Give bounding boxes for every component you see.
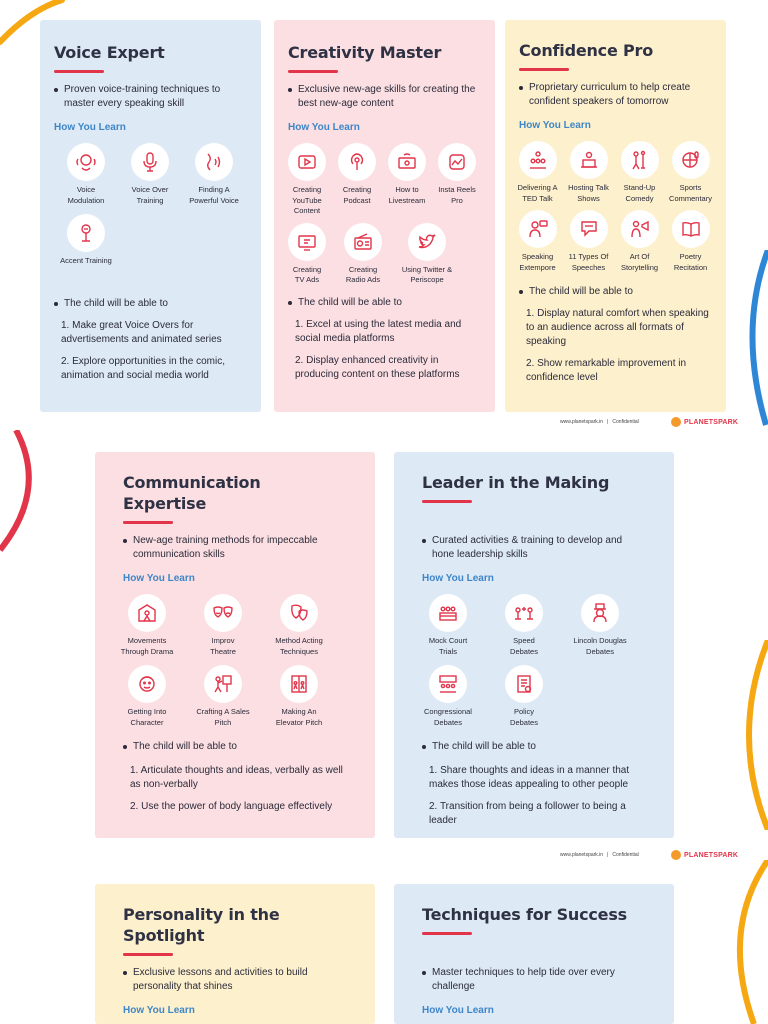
tv-ads-icon: [288, 223, 326, 261]
card-description: Exclusive new-age skills for creating the best new-age content: [288, 83, 481, 111]
how-you-learn-heading: How You Learn: [54, 122, 126, 133]
outcome-item: 1. Share thoughts and ideas in a manner that makes those ideas appealing to other people: [429, 765, 630, 790]
footer-separator: |: [607, 852, 609, 858]
storytelling-icon: [621, 210, 659, 248]
learning-item: [185, 665, 261, 728]
learning-label: Poetry Recitation: [673, 252, 708, 272]
court-icon: [429, 594, 467, 632]
title-underline: [519, 68, 569, 71]
card-title: Creativity Master: [288, 43, 442, 62]
sales-pitch-icon: [204, 665, 242, 703]
accent-training-icon: [67, 214, 105, 252]
card-description: New-age training methods for impeccable communication skills: [123, 534, 343, 562]
outcome-item: 2. Show remarkable improvement in confidence level: [526, 358, 687, 383]
reels-icon: [438, 143, 476, 181]
how-you-learn-heading: How You Learn: [123, 573, 195, 584]
card-description: Curated activities & training to develop and hone leadership skills: [422, 534, 632, 562]
learning-item: [109, 665, 185, 728]
planet-logo-icon: [671, 850, 681, 860]
how-you-learn-heading: How You Learn: [519, 120, 591, 131]
powerful-voice-icon: [195, 143, 233, 181]
card-title: Communication Expertise: [123, 473, 261, 513]
theatre-masks-icon: [204, 594, 242, 632]
title-underline: [54, 70, 104, 73]
outcome-intro: The child will be able to: [422, 740, 654, 754]
learning-item: [410, 594, 486, 657]
outcome-item: 1. Make great Voice Overs for advertisements and animated series: [61, 319, 222, 345]
learning-item: [665, 141, 716, 204]
learning-label: Sports Commentary: [669, 183, 712, 203]
brand-name: PLANETSPARK: [684, 418, 739, 426]
learning-label: Mock Court Trials: [428, 636, 468, 656]
learning-item: [432, 143, 482, 217]
page-footer: [560, 419, 639, 425]
website-text: www.planetspark.in: [560, 419, 604, 425]
extempore-icon: [519, 210, 557, 248]
learning-label: Using Twitter & Periscope: [401, 264, 453, 284]
how-you-learn-heading: How You Learn: [123, 1005, 195, 1016]
title-underline: [288, 70, 338, 73]
learning-item: [185, 594, 261, 657]
outcome-item: 2. Explore opportunities in the comic, animation and social media world: [61, 355, 225, 381]
lincoln-icon: [581, 594, 619, 632]
brand-logo: [671, 850, 738, 860]
acting-masks-icon: [280, 594, 318, 632]
voice-modulation-icon: [67, 143, 105, 181]
learning-label: Speed Debates: [510, 636, 538, 656]
learning-label: Speaking Extempore: [519, 252, 556, 272]
learning-icons: [109, 594, 341, 728]
microphone-icon: [131, 143, 169, 181]
outcome-item: 1. Display natural comfort when speaking to an audience across all formats of speaking: [526, 308, 709, 347]
elevator-icon: [280, 665, 318, 703]
how-you-learn-heading: How You Learn: [422, 573, 494, 584]
learning-icons: [512, 141, 716, 273]
learning-label: Stand-Up Comedy: [623, 183, 656, 203]
card-title: Voice Expert: [54, 43, 165, 62]
card-description: Master techniques to help tide over every challenge: [422, 966, 632, 994]
poetry-icon: [672, 210, 710, 248]
learning-label: Congressional Debates: [424, 707, 472, 727]
orange-arc-right-bottom: [718, 860, 768, 1024]
card-description: Exclusive lessons and activities to build personality that shines: [123, 966, 343, 994]
learning-label: Creating Podcast: [342, 185, 372, 205]
learning-label: Policy Debates: [510, 707, 538, 727]
policy-icon: [505, 665, 543, 703]
learning-item: [614, 141, 665, 204]
outcome-item: 2. Display enhanced creativity in producing content on these platforms: [295, 354, 460, 380]
talk-show-icon: [570, 141, 608, 179]
congress-icon: [429, 665, 467, 703]
learning-item: [486, 594, 562, 657]
learning-item: [382, 143, 432, 217]
learning-item: [332, 223, 394, 286]
learning-item: [614, 210, 665, 273]
ted-talk-icon: [519, 141, 557, 179]
how-you-learn-heading: How You Learn: [288, 122, 360, 133]
orange-arc-right-middle: [730, 640, 768, 830]
learning-item: [54, 214, 118, 267]
outcome-item: 2. Use the power of body language effectively: [130, 801, 333, 812]
learning-item: [182, 143, 246, 206]
card-title: Personality in the Spotlight: [123, 905, 280, 945]
character-icon: [128, 665, 166, 703]
learning-label: Delivering A TED Talk: [517, 183, 558, 203]
learning-item: [512, 141, 563, 204]
sports-icon: [672, 141, 710, 179]
learning-item: [282, 223, 332, 286]
red-arc-left: [0, 430, 44, 560]
learning-label: Hosting Talk Shows: [568, 183, 609, 203]
learning-item: [410, 665, 486, 728]
learning-label: Art Of Storytelling: [620, 252, 659, 272]
learning-label: Getting Into Character: [127, 707, 167, 727]
learning-label: Finding A Powerful Voice: [189, 185, 239, 205]
learning-label: Accent Training: [60, 256, 112, 265]
youtube-icon: [288, 143, 326, 181]
planet-logo-icon: [671, 417, 681, 427]
card-personality-in-the-spotlight: [95, 884, 375, 1024]
speed-debate-icon: [505, 594, 543, 632]
learning-label: Insta Reels Pro: [438, 185, 476, 205]
learning-item: [118, 143, 182, 206]
card-confidence-pro: [505, 20, 726, 412]
card-techniques-for-success: [394, 884, 674, 1024]
learning-label: How to Livestream: [388, 185, 426, 205]
learning-label: Creating YouTube Content: [292, 185, 322, 215]
outcome-intro: The child will be able to: [519, 285, 712, 299]
confidential-text: Confidential: [612, 852, 639, 858]
learning-label: Lincoln Douglas Debates: [573, 636, 627, 656]
outcome-item: 2. Transition from being a follower to being a leader: [429, 801, 626, 826]
card-creativity-master: [274, 20, 495, 412]
brand-name: PLANETSPARK: [684, 851, 739, 859]
learning-item: [261, 665, 337, 728]
learning-item: [332, 143, 382, 217]
outcome-item: 1. Excel at using the latest media and social media platforms: [295, 318, 462, 344]
learning-label: Creating Radio Ads: [345, 264, 381, 284]
learning-icons: [410, 594, 642, 728]
learning-label: 11 Types Of Speeches: [568, 252, 609, 272]
learning-label: Crafting A Sales Pitch: [196, 707, 250, 727]
learning-item: [394, 223, 460, 286]
learning-item: [563, 141, 614, 204]
title-underline: [123, 953, 173, 956]
how-you-learn-heading: How You Learn: [422, 1005, 494, 1016]
title-underline: [422, 500, 472, 503]
page-footer: [560, 852, 639, 858]
learning-label: Creating TV Ads: [292, 264, 322, 284]
learning-item: [282, 143, 332, 217]
drama-icon: [128, 594, 166, 632]
outcome-intro: The child will be able to: [288, 296, 481, 310]
learning-item: [512, 210, 563, 273]
outcome-intro: The child will be able to: [54, 297, 247, 311]
card-leader-in-the-making: [394, 452, 674, 838]
learning-label: Improv Theatre: [210, 636, 236, 656]
learning-item: [563, 210, 614, 273]
confidential-text: Confidential: [612, 419, 639, 425]
card-communication-expertise: [95, 452, 375, 838]
footer-separator: |: [607, 419, 609, 425]
learning-label: Voice Over Training: [131, 185, 169, 205]
learning-item: [261, 594, 337, 657]
learning-item: [109, 594, 185, 657]
brand-logo: [671, 417, 738, 427]
livestream-icon: [388, 143, 426, 181]
learning-item: [54, 143, 118, 206]
card-voice-expert: [40, 20, 261, 412]
learning-item: [562, 594, 638, 657]
learning-label: Voice Modulation: [67, 185, 105, 205]
website-text: www.planetspark.in: [560, 852, 604, 858]
blue-arc-right-top: [736, 250, 768, 430]
card-title: Leader in the Making: [422, 473, 610, 492]
learning-label: Movements Through Drama: [120, 636, 174, 656]
card-title: Techniques for Success: [422, 905, 627, 924]
radio-icon: [344, 223, 382, 261]
outcome-item: 1. Articulate thoughts and ideas, verbally as well as non-verbally: [130, 765, 343, 790]
learning-item: [486, 665, 562, 728]
card-description: Proprietary curriculum to help create confident speakers of tomorrow: [519, 81, 712, 109]
learning-icons: [54, 143, 246, 267]
learning-label: Method Acting Techniques: [275, 636, 323, 656]
learning-icons: [282, 143, 482, 286]
podcast-icon: [338, 143, 376, 181]
outcome-intro: The child will be able to: [123, 740, 349, 754]
card-title: Confidence Pro: [519, 41, 653, 60]
title-underline: [422, 932, 472, 935]
standup-icon: [621, 141, 659, 179]
learning-label: Making An Elevator Pitch: [275, 707, 323, 727]
learning-item: [665, 210, 716, 273]
title-underline: [123, 521, 173, 524]
card-description: Proven voice-training techniques to master every speaking skill: [54, 83, 247, 111]
speeches-icon: [570, 210, 608, 248]
twitter-icon: [408, 223, 446, 261]
